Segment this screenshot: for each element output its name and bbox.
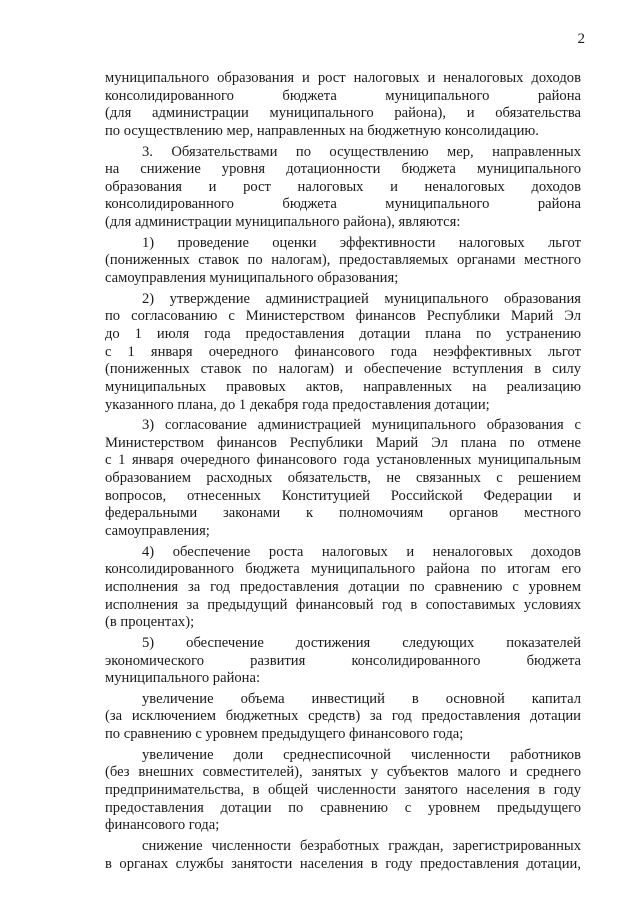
text-line: предпринимательства, в общей численности занятого населения в году [105,781,581,798]
document-text [105,70,581,873]
text-line: муниципального района: [105,670,261,687]
text-line: с 1 января очередного финансового года установленных муниципальным [105,452,581,469]
text-line: (для администрации муниципального района), являются: [105,214,461,231]
page-number: 2 [577,31,585,47]
text-line: (пониженных ставок по налогам) и обеспечение вступления в силу [105,361,581,378]
text-line: финансового года; [105,817,220,834]
text-line: увеличение доли среднесписочной численности работников [142,746,581,763]
text-line: исполнения за предыдущий финансовый год в сопоставимых условиях [105,596,581,613]
text-line: (пониженных ставок по налогам), предоставляемых органами местного [105,252,581,269]
text-line: самоуправления; [105,523,210,540]
text-line: экономического развития консолидированного бюджета [105,652,581,669]
text-line: 4) обеспечение роста налоговых и неналоговых доходов [142,543,581,560]
text-line: (за исключением бюджетных средств) за год предоставления дотации [105,708,581,725]
text-line: 2) утверждение администрацией муниципального образования [142,290,581,307]
text-line: в органах службы занятости населения в году предоставления дотации, [105,855,581,872]
text-line: вопросов, отнесенных Конституцией Российской Федерации и [105,487,581,504]
text-line: самоуправления муниципального образования; [105,270,399,287]
text-line: (для администрации муниципального района), и обязательства [105,105,581,122]
text-line: предоставления дотации по сравнению с уровнем предыдущего [105,799,581,816]
text-line: по сравнению с уровнем предыдущего финансового года; [105,726,464,743]
text-line: по согласованию с Министерством финансов Республики Марий Эл [105,308,581,325]
text-line: 3. Обязательствами по осуществлению мер, направленных [142,143,581,160]
text-line: федеральными законами к полномочиям органов местного [105,505,581,522]
text-line: на снижение уровня дотационности бюджета муниципального [105,161,581,178]
text-line: образованием расходных обязательств, не связанных с решением [105,470,581,487]
text-line: 3) согласование администрацией муниципального образования с [142,417,581,434]
text-line: 5) обеспечение достижения следующих показателей [142,634,581,651]
text-line: с 1 января очередного финансового года неэффективных льгот [105,343,581,360]
text-line: 1) проведение оценки эффективности налоговых льгот [142,234,581,251]
text-line: муниципального образования и рост налоговых и неналоговых доходов [105,70,581,86]
text-line: указанного плана, до 1 декабря года предоставления дотации; [105,396,490,413]
text-line: исполнения за год предоставления дотации по сравнению с уровнем [105,578,581,595]
text-line: увеличение объема инвестиций в основной капитал [142,690,581,707]
text-line: Министерством финансов Республики Марий Эл плана по отмене [105,434,581,451]
text-line: консолидированного бюджета муниципального района [105,87,581,104]
text-line: (в процентах); [105,614,195,631]
text-line: муниципальных правовых актов, направленных на реализацию [105,378,581,395]
text-line: (без внешних совместителей), занятых у субъектов малого и среднего [105,764,581,781]
text-line: снижение численности безработных граждан, зарегистрированных [142,837,581,854]
text-line: образования и рост налоговых и неналоговых доходов [105,178,581,195]
text-line: консолидированного бюджета муниципального района по итогам его [105,561,581,578]
text-line: до 1 июля года предоставления дотации плана по устранению [105,325,581,342]
text-line: консолидированного бюджета муниципального района [105,196,581,213]
text-line: по осуществлению мер, направленных на бюджетную консолидацию. [105,122,539,139]
